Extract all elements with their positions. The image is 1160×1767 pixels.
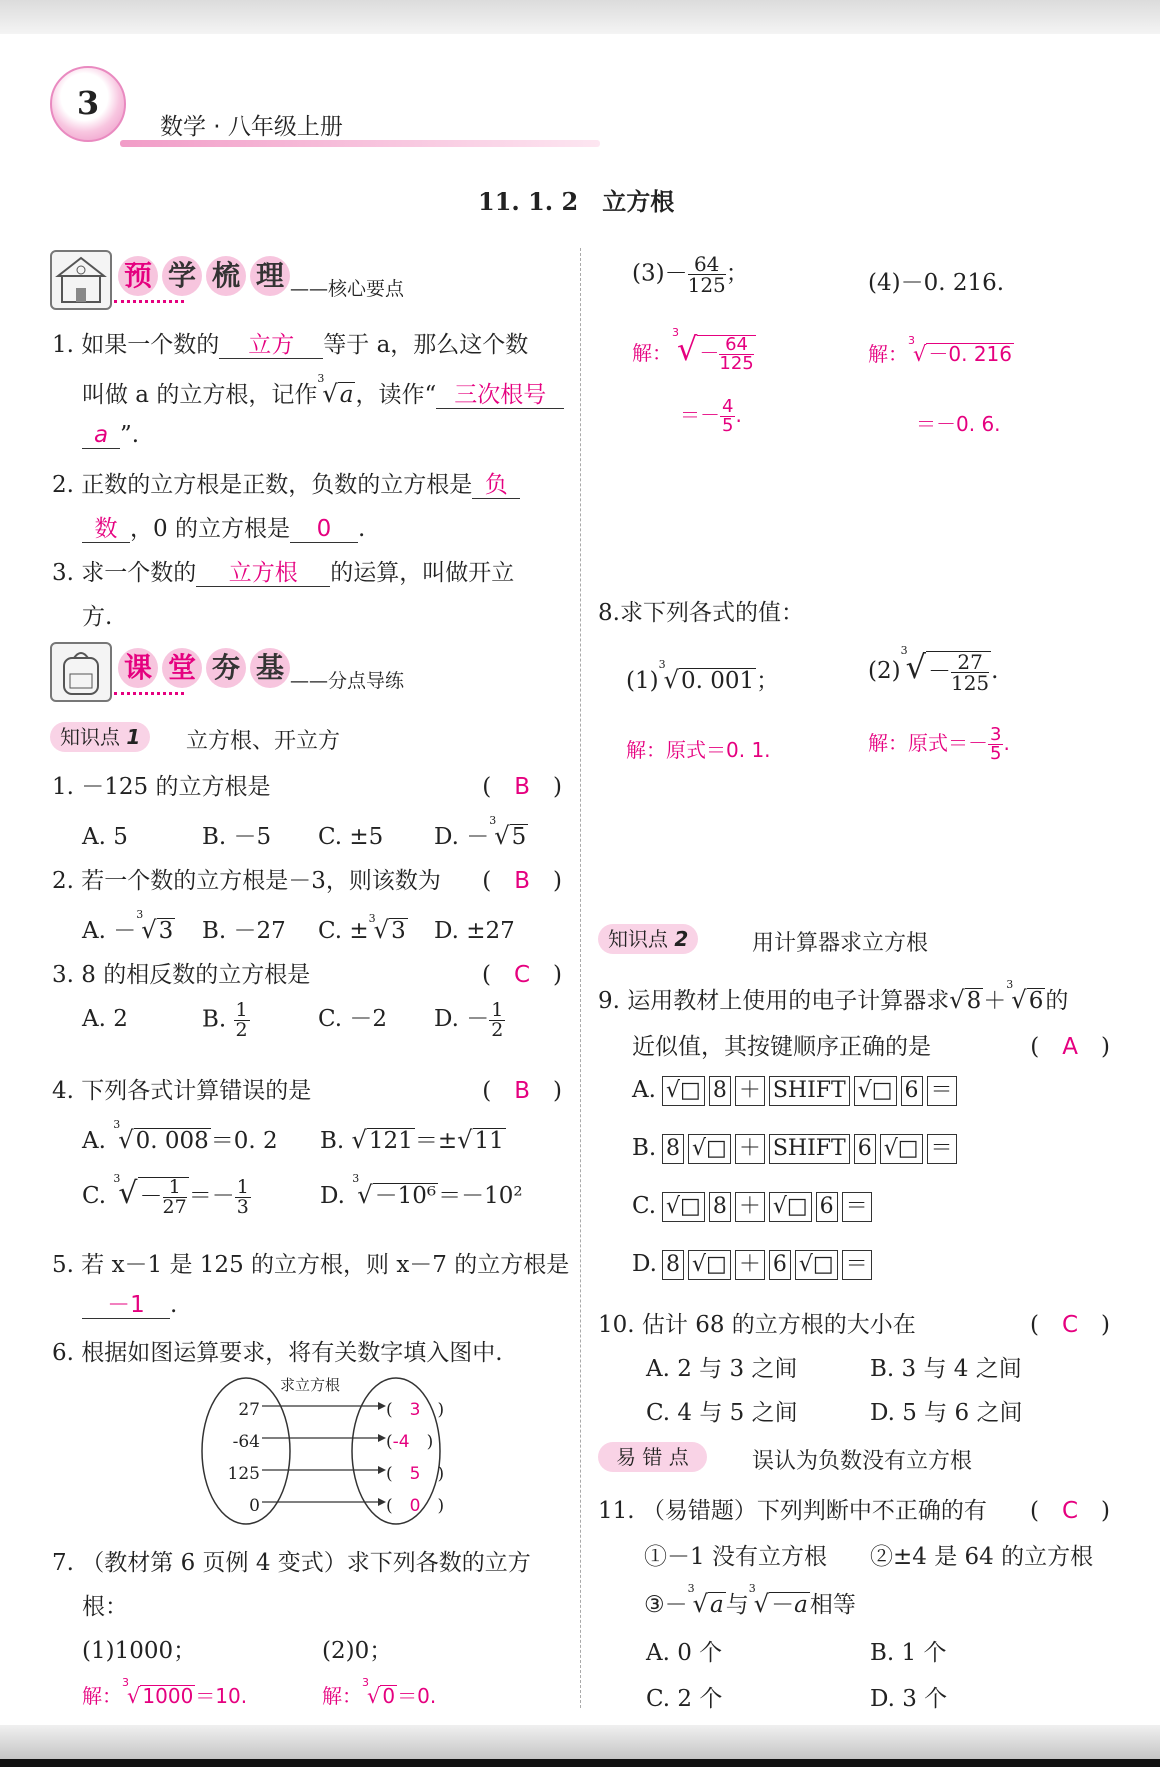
question-5: 5. 若 x－1 是 125 的立方根，则 x－7 的立方根是 <box>52 1252 570 1278</box>
preview-q1-line3: a ”. <box>82 422 139 449</box>
question-10-options-ab: A. 2 与 3 之间 B. 3 与 4 之间 <box>646 1356 1022 1382</box>
question-11-statement-3: ③－$^3$√a与$^3$√－a相等 <box>644 1582 856 1618</box>
diagram-left-values: 27 -64 125 0 <box>227 1400 260 1516</box>
question-6: 6. 根据如图运算要求，将有关数字填入图中. <box>52 1340 503 1366</box>
question-7-solution-4: 解：$^3$√ －0. 216 <box>868 334 1013 366</box>
knowledge-point-tag-2: 知识点 2 <box>598 924 698 954</box>
answer-blank: 负 <box>472 472 520 499</box>
question-10: 10. 估计 68 的立方根的大小在 ( C ) <box>598 1312 1110 1338</box>
banner-dots <box>114 692 184 695</box>
question-8-part-1: $(1)^3√0$. 001； <box>626 658 780 694</box>
banner-char-1: 课 <box>118 648 158 688</box>
question-3-options: A. 2 B. $\frac{1}{2}$ C. －2 D. － $\frac{1}{2}$ <box>82 998 504 1041</box>
question-5-answer-line: －1 . <box>82 1292 177 1319</box>
question-7-solution-3: 解：$^3$√ － $\frac{64}{125}$ <box>632 326 754 374</box>
banner-char-2: 堂 <box>162 648 202 688</box>
answer: C <box>1061 1498 1079 1524</box>
answer: C <box>1061 1312 1079 1338</box>
question-11: 11. （易错题）下列判断中不正确的有 ( C ) <box>598 1498 1110 1524</box>
question-8-solution-2: 解：原式＝－ $\frac{3}{5}$ . <box>868 724 1010 764</box>
answer-blank: 立方根 <box>196 560 330 587</box>
question-8-part-2: $(2)^3√-$ $\frac{27}{125}$ . <box>868 644 999 695</box>
viewer-top-frame <box>0 0 1160 34</box>
question-10-options-cd: C. 4 与 5 之间 D. 5 与 6 之间 <box>646 1400 1023 1426</box>
question-9-option-c: C. √□ 8 ＋ √□ 6 ＝ <box>632 1192 876 1222</box>
answer-blank: a <box>82 422 120 449</box>
knowledge-point-title-2: 用计算器求立方根 <box>752 931 929 956</box>
diagram-arrow-label: 求立方根 <box>280 1376 341 1394</box>
question-2-options: A. －$^3$√3 B. －27 C. ±$^3$√3 D. ±27 <box>82 908 515 944</box>
preview-banner <box>50 250 450 306</box>
question-4-options-ab: A. $^3$√0. 008＝0. 2 B. √121＝±√11 <box>82 1118 504 1154</box>
question-7-solution-3-result: ＝－ $\frac{4}{5}$ . <box>680 396 742 436</box>
page-number: 3 <box>76 84 100 122</box>
banner-char-1: 预 <box>118 256 158 296</box>
error-prone-title: 误认为负数没有立方根 <box>752 1449 973 1474</box>
question-3: 3. 8 的相反数的立方根是 ( C ) <box>52 962 562 988</box>
question-2: 2. 若一个数的立方根是－3，则该数为 ( B ) <box>52 868 562 894</box>
page-number-badge <box>50 66 126 142</box>
answer-blank: 立方 <box>219 332 323 359</box>
question-9-option-a: A. √□ 8 ＋ SHIFT √□ 6 ＝ <box>632 1076 961 1106</box>
preview-q3-line2: 方. <box>82 604 113 630</box>
banner-subtitle: ——分点导练 <box>290 670 405 692</box>
error-prone-tag: 易 错 点 <box>598 1442 707 1472</box>
answer: B <box>514 774 531 800</box>
banner-dots <box>114 300 184 303</box>
answer: A <box>1062 1034 1079 1060</box>
book-title: 数学 · 八年级上册 <box>160 114 343 140</box>
knowledge-point-title-1: 立方根、开立方 <box>186 729 341 754</box>
preview-q1-line2: 叫做 a 的立方根，记作$^3$√a，读作“ 三次根号 <box>82 376 564 409</box>
question-8-solution-1: 解：原式＝0. 1. <box>626 738 771 762</box>
header-bar <box>120 140 600 147</box>
banner-char-2: 学 <box>162 256 202 296</box>
question-7-solution-4-result: ＝－0. 6. <box>916 412 1001 436</box>
backpack-icon <box>50 642 112 702</box>
preview-q1-line1: 1. 如果一个数的 立方 等于 a，那么这个数 <box>52 332 529 358</box>
diagram-right-values: ( 3 ) (-4 ) ( 5 ) ( 0 ) <box>386 1400 445 1516</box>
question-7-parts-1-2: (1)1000； (2)0； <box>82 1638 393 1664</box>
section-title: 11. 1. 2 立方根 <box>478 187 675 216</box>
answer-blank: 数 <box>82 516 130 543</box>
question-8: 8.求下列各式的值： <box>598 600 804 626</box>
question-9-option-d: D. 8 √□ ＋ 6 √□ ＝ <box>632 1250 876 1280</box>
banner-char-4: 基 <box>250 648 290 688</box>
banner-char-3: 夯 <box>206 648 246 688</box>
answer-blank: －1 <box>82 1292 170 1319</box>
preview-q3-line1: 3. 求一个数的 立方根 的运算，叫做开立 <box>52 560 515 586</box>
question-9-option-b: B. 8 √□ ＋ SHIFT 6 √□ ＝ <box>632 1134 961 1164</box>
question-7-part-3: (3)－ $\frac{64}{125}$ ； <box>632 252 749 297</box>
cube-root-mapping-diagram <box>200 1376 450 1526</box>
answer: B <box>514 868 531 894</box>
question-9: 9. 运用教材上使用的电子计算器求√8＋$^3$√6的 <box>598 978 1069 1014</box>
banner-subtitle: ——核心要点 <box>290 278 405 300</box>
preview-q2-line1: 2. 正数的立方根是正数，负数的立方根是 负 <box>52 466 520 499</box>
answer: B <box>514 1078 531 1104</box>
question-7-solutions-1-2: 解：$^3$√ 1000 ＝10. 解：$^3$√ 0 ＝0. <box>82 1676 437 1708</box>
answer-blank: 0 <box>290 516 358 543</box>
question-7: 7. （教材第 6 页例 4 变式）求下列各数的立方 <box>52 1550 531 1576</box>
question-4: 4. 下列各式计算错误的是 ( B ) <box>52 1078 562 1104</box>
question-9-line2: 近似值，其按键顺序正确的是 ( A ) <box>632 1034 1110 1060</box>
viewer-bottom-frame <box>0 1725 1160 1767</box>
answer-blank: 三次根号 <box>436 382 564 409</box>
question-4-options-cd: C. $^3$√－ $\frac{1}{27}$ ＝－ $\frac{1}{3}$ D. $^3$√－10⁶＝－10² <box>82 1172 523 1218</box>
banner-char-4: 理 <box>250 256 290 296</box>
class-banner <box>50 642 450 698</box>
question-7-line2: 根： <box>82 1594 128 1620</box>
knowledge-point-tag-1: 知识点 1 <box>50 722 150 752</box>
question-11-options-ab: A. 0 个 B. 1 个 <box>646 1640 947 1666</box>
answer: C <box>513 962 531 988</box>
question-11-options-cd: C. 2 个 D. 3 个 <box>646 1686 948 1712</box>
question-1: 1. －125 的立方根是 ( B ) <box>52 774 562 800</box>
question-7-part-4: (4)－0. 216. <box>868 270 1005 296</box>
banner-char-3: 梳 <box>206 256 246 296</box>
question-1-options: A. 5 B. －5 C. ±5 D. －$^3$√5 <box>82 814 527 850</box>
school-icon <box>50 250 112 310</box>
question-11-statements-1-2: ①－1 没有立方根 ②±4 是 64 的立方根 <box>644 1544 1094 1570</box>
column-divider <box>580 248 581 1708</box>
preview-q2-line2: 数 ，0 的立方根是 0 . <box>82 510 365 543</box>
